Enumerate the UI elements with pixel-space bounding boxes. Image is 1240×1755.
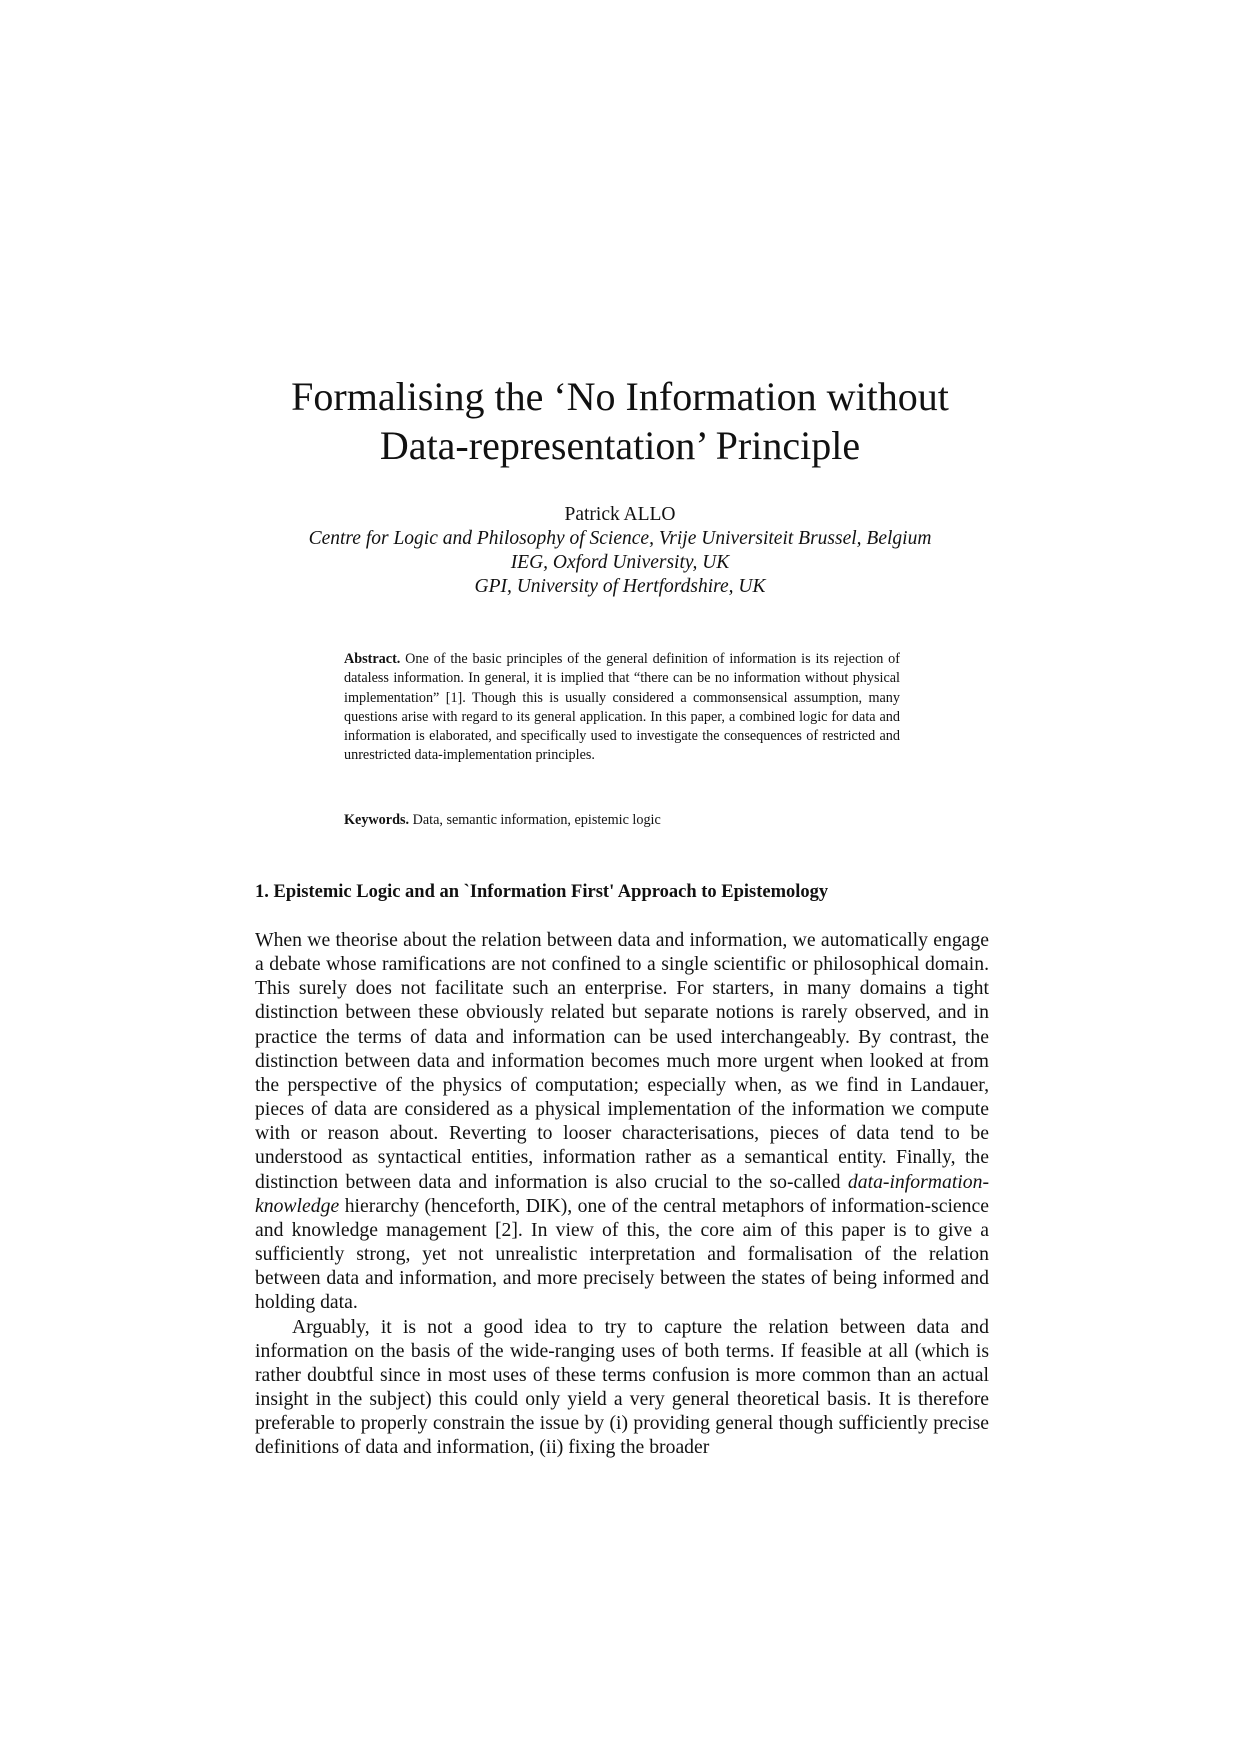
- author-affiliation-3: GPI, University of Hertfordshire, UK: [474, 576, 766, 597]
- keywords-text: Data, semantic information, epistemic logic: [409, 812, 661, 828]
- body-paragraph-2: Arguably, it is not a good idea to try to capture the relation between data and information on the basis of the wide-ranging uses of both terms. If feasible at all (which is rather doubtful since in most uses of these terms confusion is more common than an actual insight in the subject) this could only yield a very general theoretical basis. It is therefore preferable to properly constrain the issue by (i) providing general though sufficiently precise definitions of data and information, (ii) fixing the broader: [255, 1315, 989, 1459]
- keywords: [344, 811, 900, 830]
- author-affiliation-1: Centre for Logic and Philosophy of Science, Vrije Universiteit Brussel, Belgium: [308, 528, 932, 549]
- abstract: [344, 650, 900, 766]
- paper-title-line-1: Formalising the ‘No Information without: [291, 374, 949, 419]
- paper-title-line-2: Data-representation’ Principle: [379, 423, 861, 468]
- body-paragraph-1-part-b: hierarchy (henceforth, DIK), one of the central metaphors of information-science and knowledge management [2]. In view of this, the core aim of this paper is to give a sufficiently strong, yet not unrealistic interpretation and formalisation of the relation between data and information, and more precisely between the states of being informed and holding data.: [255, 1194, 989, 1314]
- section-body: [255, 928, 989, 1459]
- body-paragraph-1: [255, 928, 989, 1315]
- paper-title: [200, 372, 1040, 470]
- body-paragraph-1-italic-term: data-information-knowledge: [255, 1170, 989, 1217]
- abstract-text: One of the basic principles of the general definition of information is its rejection of dataless information. In general, it is implied that “there can be no information without physical implementation” [1]. Though this is usually considered a commonsensical assumption, many questions arise with regard to its general application. In this paper, a combined logic for data and information is elaborated, and specifically used to investigate the consequences of restricted and unrestricted data-implementation principles.: [344, 651, 900, 764]
- abstract-label: Abstract.: [344, 651, 401, 667]
- body-paragraph-1-part-a: When we theorise about the relation between data and information, we automatically engage a debate whose ramifications are not confined to a single scientific or philosophical domain. This surely does not facilitate such an enterprise. For starters, in many domains a tight distinction between these obviously related but separate notions is rarely observed, and in practice the terms of data and information can be used interchangeably. By contrast, the distinction between data and information becomes much more urgent when looked at from the perspective of the physics of computation; especially when, as we find in Landauer, pieces of data are considered as a physical implementation of the information we compute with or reason about. Reverting to looser characterisations, pieces of data tend to be understood as syntactical entities, information rather as a semantical entity. Finally, the distinction between data and information is also crucial to the so-called: [255, 929, 989, 1193]
- author-name: Patrick ALLO: [564, 504, 676, 525]
- keywords-label: Keywords.: [344, 812, 410, 828]
- section-heading: 1. Epistemic Logic and an `Information First' Approach to Epistemology: [255, 882, 829, 902]
- author-block: [200, 503, 1040, 599]
- abstract-paragraph: [344, 650, 900, 766]
- author-affiliation-2: IEG, Oxford University, UK: [510, 552, 730, 573]
